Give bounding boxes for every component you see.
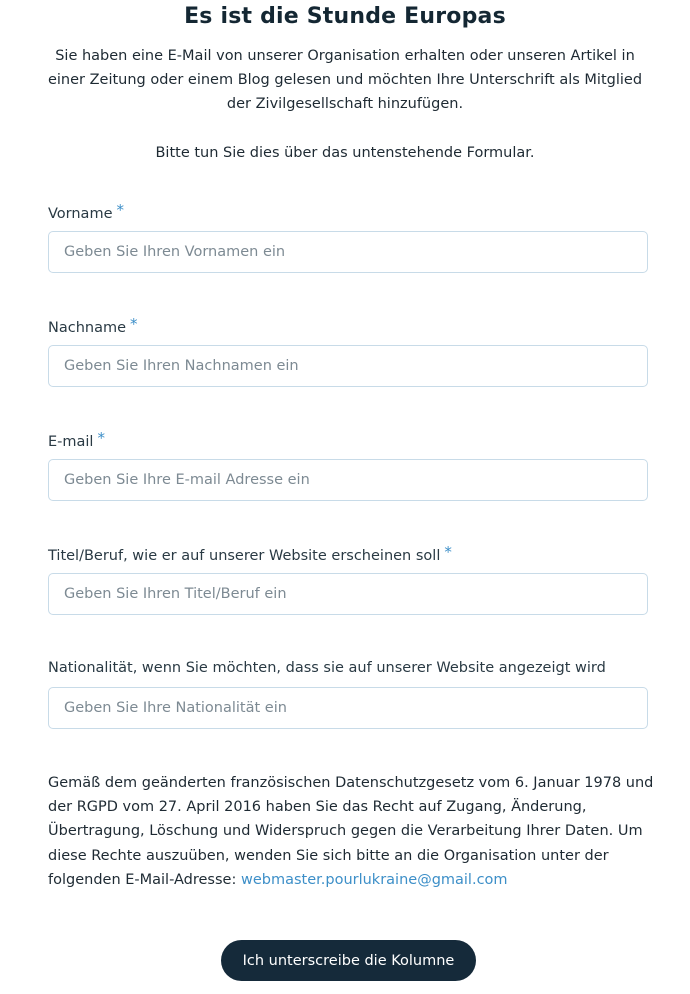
first-name-input[interactable] xyxy=(48,231,648,273)
title-label-text: Titel/Beruf, wie er auf unserer Website erscheinen soll xyxy=(48,548,441,564)
last-name-label xyxy=(48,315,138,336)
required-marker: * xyxy=(130,315,138,333)
intro-text: Sie haben eine E-Mail von unserer Organisation erhalten oder unseren Artikel in einer Zeitung oder einem Blog gelesen und möchten Ihre Unterschrift als Mitglied der Zivilgesellschaft hinzufügen. xyxy=(47,48,643,112)
instruction-text: Bitte tun Sie dies über das untenstehende Formular. xyxy=(155,145,535,161)
required-marker: * xyxy=(444,543,452,561)
privacy-notice xyxy=(48,771,654,892)
page-title: Es ist die Stunde Europas xyxy=(184,4,506,29)
required-marker: * xyxy=(116,201,124,219)
last-name-input[interactable] xyxy=(48,345,648,387)
first-name-label-text: Vorname xyxy=(48,206,113,222)
submit-button[interactable]: Ich unterscreibe die Kolumne xyxy=(221,940,476,981)
nationality-label-text: Nationalität, wenn Sie möchten, dass sie auf unserer Website angezeigt wird xyxy=(48,660,606,676)
last-name-label-text: Nachname xyxy=(48,320,127,336)
privacy-notice-text: Gemäß dem geänderten französischen Datenschutzgesetz vom 6. Januar 1978 und der RGPD vom 27. April 2016 haben Sie das Recht auf Zugang, Änderung, Übertragung, Löschung und Widerspruch gegen die Verarbeitung Ihrer Daten. Um diese Rechte auszuüben, wenden Sie sich bitte an die Organisation unter der folgenden E-Mail-Adresse: xyxy=(48,775,654,888)
nationality-label xyxy=(48,660,606,676)
required-marker: * xyxy=(97,429,105,447)
contact-email-link[interactable]: webmaster.pourlukraine@gmail.com xyxy=(240,871,508,888)
email-input[interactable] xyxy=(48,459,648,501)
first-name-label xyxy=(48,201,124,222)
title-input[interactable] xyxy=(48,573,648,615)
email-label xyxy=(48,429,105,450)
email-label-text: E-mail xyxy=(48,434,94,450)
title-label xyxy=(48,543,452,564)
nationality-input[interactable] xyxy=(48,687,648,729)
